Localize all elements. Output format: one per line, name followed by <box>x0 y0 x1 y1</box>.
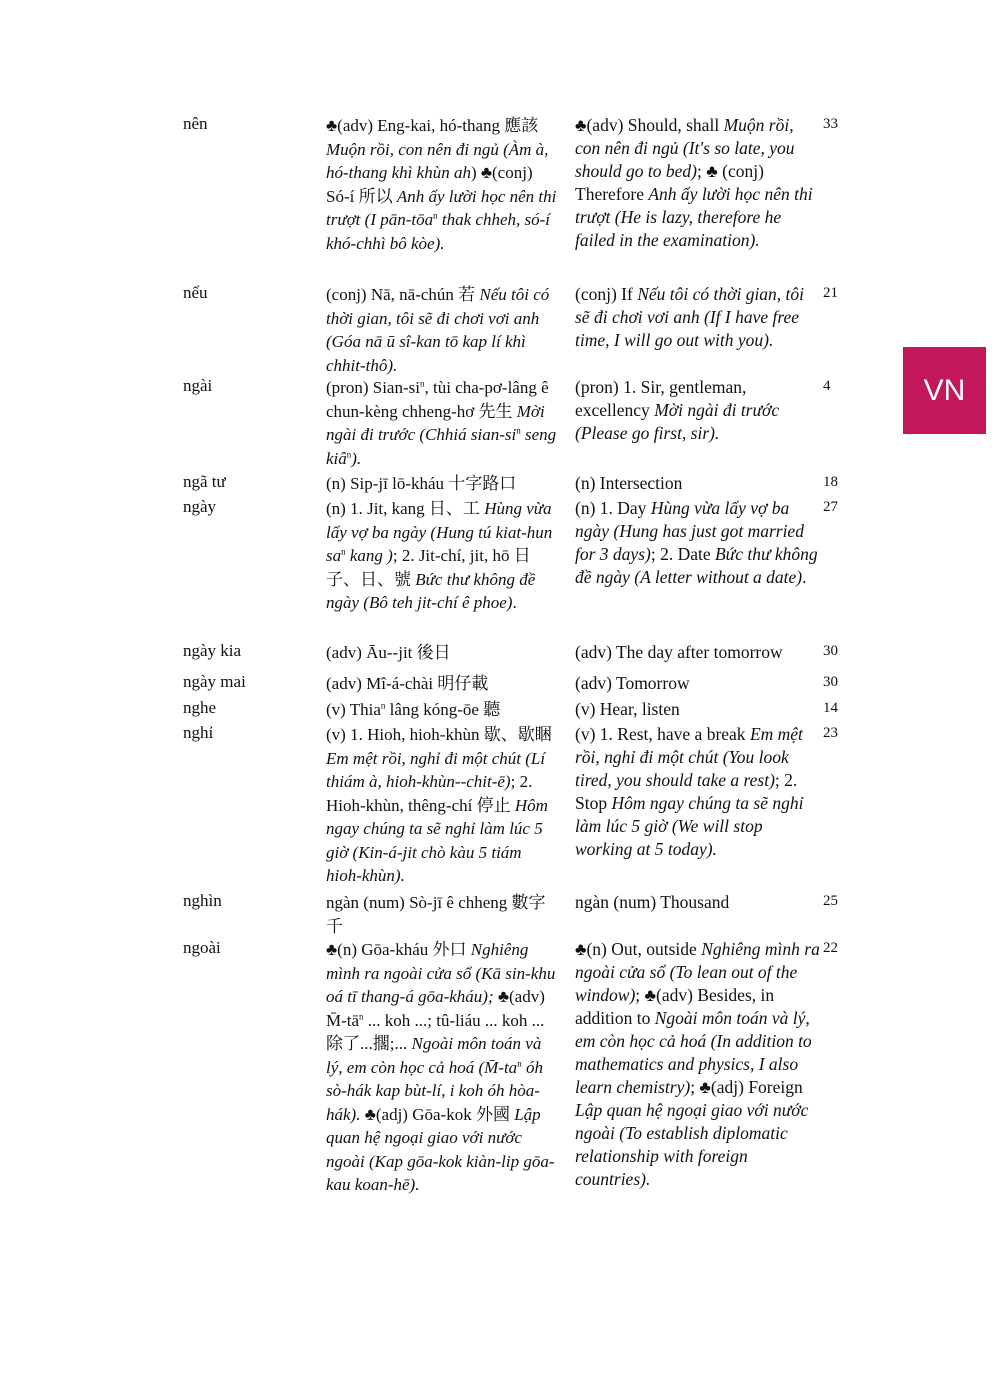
headword: nếu <box>183 283 208 302</box>
text-run: (n) Sip-jī lō-kháu 十字路口 <box>326 474 517 493</box>
text-run: Hùng vừa lấy vợ ba ngày (Hung has just got married for 3 days) <box>575 498 804 564</box>
text-run: ♣(n) Out, outside <box>575 939 702 959</box>
page-number: 14 <box>823 700 838 716</box>
text-run: Nếu tôi có thời gian, tôi sẽ đi chơi vơi anh (If I have free time, I will go out with you). <box>575 284 805 350</box>
text-run: seng kiâ <box>326 425 557 468</box>
text-run: n <box>433 210 438 221</box>
text-run: (v) 1. Rest, have a break <box>575 724 750 744</box>
text-run: Bức thư không đề ngày (Bô teh jit-chí ê phoe) <box>326 569 536 612</box>
english-definition <box>575 283 820 352</box>
text-run: Em mệt rồi, nghỉ đi một chút (Lí thiám à, hioh-khùn--chit-ē) <box>326 748 546 791</box>
text-run: óh sò-hák kap bùt-lí, i koh óh hòa-hák). <box>326 1057 543 1124</box>
text-run: (adv) Mî-á-chài 明仔載 <box>326 674 489 693</box>
headword: ngày kia <box>183 641 242 660</box>
page-number: 25 <box>823 893 838 909</box>
text-run: (v) Hear, listen <box>575 699 680 719</box>
text-run: ♣(adv) Should, shall <box>575 115 724 135</box>
headword: ngài <box>183 376 213 395</box>
text-run: (adv) Āu--jit 後日 <box>326 643 451 662</box>
text-run: ; ♣(adj) Foreign <box>690 1077 803 1097</box>
text-run: ♣(n) Gōa-kháu 外口 <box>326 940 471 959</box>
page-number: 4 <box>823 378 831 394</box>
headword: nghe <box>183 698 217 717</box>
english-definition <box>575 114 820 252</box>
text-run: n <box>419 378 425 389</box>
page-number: 27 <box>823 499 838 515</box>
text-run: (v) Thia <box>326 700 381 719</box>
text-run: ; ♣(adv) Besides, in addition to <box>575 985 775 1028</box>
text-run: n <box>346 448 352 459</box>
text-run: Ngoài môn toán và lý, em còn học cả hoá (In addition to mathematics and physics, I also learn chemistry) <box>575 1008 812 1097</box>
headword: ngày mai <box>183 672 246 691</box>
english-definition <box>575 641 820 664</box>
text-run: ; ♣ (conj) Therefore <box>575 161 764 204</box>
headword: ngã tư <box>183 472 226 491</box>
english-definition <box>575 723 820 861</box>
text-run: . <box>512 593 517 612</box>
taiwanese-definition <box>326 672 558 696</box>
text-run: Anh ấy lười học nên thi trượt (I pān-tōa <box>326 186 557 229</box>
text-run: n <box>341 546 346 557</box>
text-run: n <box>380 700 386 711</box>
text-run: Nghiêng mình ra ngoài cửa sổ (To lean out of the window) <box>575 939 820 1005</box>
text-run: ; 2. Stop <box>575 770 798 813</box>
page-number: 22 <box>823 940 838 956</box>
english-definition <box>575 891 820 914</box>
text-run: Hùng vừa lấy vợ ba ngày (Hung tú kiat-hun sa <box>326 499 553 565</box>
taiwanese-definition <box>326 641 558 665</box>
text-run: n <box>517 1057 522 1068</box>
page-number: 33 <box>823 116 838 132</box>
text-run: n <box>359 1010 364 1021</box>
text-run: Lập quan hệ ngoại giao với nước ngoài (Kap gōa-kok kiàn-lip gōa-kau koan-hē). <box>326 1104 555 1194</box>
text-run: ; 2. Jit-chí, jit, hō 日子、日、號 <box>326 546 531 589</box>
taiwanese-definition <box>326 283 558 377</box>
text-run: lâng kóng-ōe 聽 <box>385 700 501 719</box>
text-run: Anh ấy lười học nên thi trượt (He is lazy, therefore he failed in the examination). <box>575 184 813 250</box>
side-tab-vn: VN <box>903 347 986 434</box>
text-run: . <box>802 567 807 587</box>
taiwanese-definition <box>326 891 558 938</box>
text-run: thak chheh, só-í khó-chhì bô kòe). <box>326 210 550 253</box>
text-run: ) ♣(conj) Só-í 所以 <box>326 163 533 206</box>
english-definition <box>575 376 820 445</box>
text-run: (conj) Nā, nā-chún 若 <box>326 285 480 304</box>
text-run: Muộn rồi, con nên đi ngủ (Àm à, hó-thang khì khùn ah <box>326 139 549 182</box>
headword: ngày <box>183 497 217 516</box>
taiwanese-definition <box>326 497 558 615</box>
taiwanese-definition <box>326 938 558 1197</box>
text-run: Em mệt rồi, nghỉ đi một chút (You look tired, you should take a rest) <box>575 724 803 790</box>
text-run: ♣(adv) M̄-tā <box>326 987 545 1030</box>
english-definition <box>575 938 820 1191</box>
text-run: (n) 1. Day <box>575 498 651 518</box>
text-run: kang ) <box>345 546 393 565</box>
text-run: (adv) Tomorrow <box>575 673 690 693</box>
text-run: (n) 1. Jit, kang 日、工 <box>326 499 485 518</box>
page-number: 18 <box>823 474 838 490</box>
english-definition <box>575 472 820 495</box>
text-run: Muộn rồi, con nên đi ngủ (It's so late, you should go to bed) <box>575 115 795 181</box>
text-run: (conj) If <box>575 284 638 304</box>
text-run: ngàn (num) Sò-jī ê chheng 數字千 <box>326 893 546 936</box>
text-run: , tùi cha-pơ-lâng ê chun-kèng chheng-hơ 先生 <box>326 378 549 421</box>
headword: nghỉ <box>183 723 214 742</box>
page-number: 23 <box>823 725 838 741</box>
page-number: 21 <box>823 285 838 301</box>
text-run: ... koh ...; tû-liáu ... koh ...除了...擱;... <box>326 1010 545 1053</box>
text-run: ♣(adj) Gōa-kok 外國 <box>360 1104 515 1124</box>
text-run: ngàn (num) Thousand <box>575 892 730 912</box>
taiwanese-definition <box>326 698 558 722</box>
taiwanese-definition <box>326 114 558 255</box>
text-run: Nếu tôi có thời gian, tôi sẽ đi chơi vơi anh (Góa nā ū sî-kan tō kap lí khì chhit-thô). <box>326 285 550 375</box>
headword: nên <box>183 114 208 133</box>
text-run: (v) 1. Hioh, hioh-khùn 歇、歇睏 <box>326 725 552 744</box>
text-run: (adv) The day after tomorrow <box>575 642 783 662</box>
text-run: Mời ngài đi trước (Please go first, sir). <box>575 400 780 443</box>
text-run: (n) Intersection <box>575 473 683 493</box>
text-run: ♣(adv) Eng-kai, hó-thang 應該 <box>326 116 539 135</box>
text-run: (pron) Sian-si <box>326 378 420 397</box>
english-definition <box>575 698 820 721</box>
headword: nghìn <box>183 891 222 910</box>
headword: ngoài <box>183 938 221 957</box>
english-definition <box>575 672 820 695</box>
taiwanese-definition <box>326 723 558 888</box>
taiwanese-definition <box>326 472 558 496</box>
text-run: Lập quan hệ ngoại giao với nước ngoài (To establish diplomatic relationship with foreign countries). <box>575 1100 809 1189</box>
text-run: ; 2. Hioh-khùn, thêng-chí 停止 <box>326 772 533 815</box>
text-run: Nghiêng mình ra ngoài cửa sổ (Kā sin-khu oá tī thang-á gōa-kháu); <box>326 940 556 1006</box>
text-run: Ngoài môn toán và lý, em còn học cả hoá (M̄-ta <box>326 1034 542 1077</box>
page-number: 30 <box>823 674 838 690</box>
text-run: ). <box>351 448 362 468</box>
text-run: n <box>516 425 521 436</box>
text-run: Bức thư không đề ngày (A letter without a date) <box>575 544 818 587</box>
english-definition <box>575 497 820 589</box>
text-run: Hôm ngay chúng ta sẽ nghỉ làm lúc 5 giờ (Kin-á-jit chò kàu 5 tiám hioh-khùn). <box>326 795 548 885</box>
text-run: Hôm ngay chúng ta sẽ nghỉ làm lúc 5 giờ (We will stop working at 5 today). <box>575 793 804 859</box>
taiwanese-definition <box>326 376 558 470</box>
text-run: Mời ngài đi trước (Chhiá sian-si <box>326 401 545 444</box>
page-number: 30 <box>823 643 838 659</box>
text-run: (pron) 1. Sir, gentleman, excellency <box>575 377 747 420</box>
text-run: ; 2. Date <box>650 544 715 564</box>
